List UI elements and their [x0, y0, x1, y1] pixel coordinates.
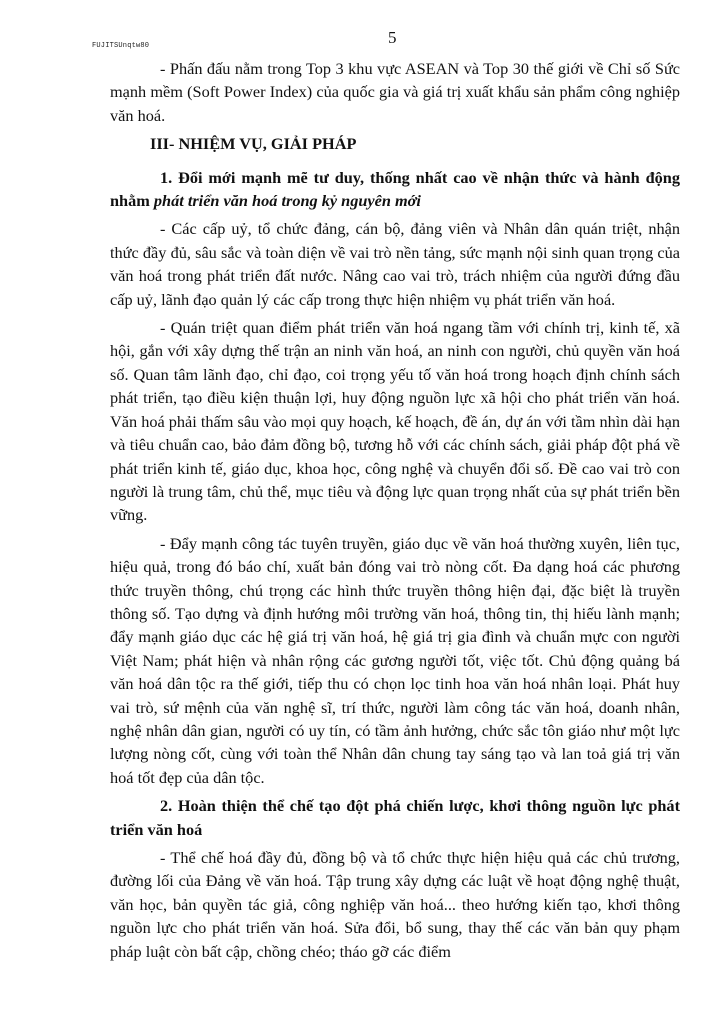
subsection-2-heading: 2. Hoàn thiện thể chế tạo đột phá chiến lược, khơi thông nguồn lực phát triển văn hoá [110, 796, 680, 839]
subsection-1-heading [110, 166, 680, 213]
intro-bullet: - Phấn đấu nằm trong Top 3 khu vực ASEAN và Top 30 thế giới về Chỉ số Sức mạnh mềm (Soft Power Index) của quốc gia và giá trị xuất khẩu sản phẩm công nghiệp văn hoá. [110, 59, 680, 125]
subsection-1-heading-text: 1. Đổi mới mạnh mẽ tư duy, thống nhất cao về nhận thức và hành động nhằm [110, 167, 680, 211]
paragraph: - Các cấp uỷ, tổ chức đảng, cán bộ, đảng viên và Nhân dân quán triệt, nhận thức đầy đủ, sâu sắc và toàn diện về vai trò nền tảng, sức mạnh nội sinh quan trọng của văn hoá trong phát triển đất nước. Nâng cao vai trò, trách nhiệm của người đứng đầu cấp uỷ, lãnh đạo quản lý các cấp trong thực hiện nhiệm vụ phát triển văn hoá. [110, 219, 680, 309]
subsection-1-heading-italic: phát triển văn hoá trong kỷ nguyên mới [153, 191, 421, 211]
document-body [110, 57, 680, 968]
scanner-id: FUJITSUnqtw80 [92, 42, 150, 50]
paragraph: - Đẩy mạnh công tác tuyên truyền, giáo dục về văn hoá thường xuyên, liên tục, hiệu quả, trong đó báo chí, xuất bản đóng vai trò nòng cốt. Đa dạng hoá các phương thức truyền thông, chú trọng các hình thức truyền thông hiện đại, đặc biệt là truyền thông số. Tạo dựng và định hướng môi trường văn hoá, thông tin, thị hiếu lành mạnh; đẩy mạnh giáo dục các hệ giá trị văn hoá, hệ giá trị gia đình và chuẩn mực con người Việt Nam; phát hiện và nhân rộng các gương người tốt, việc tốt. Chủ động quảng bá văn hoá dân tộc ra thế giới, tiếp thu có chọn lọc tinh hoa văn hoá nhân loại. Phát huy vai trò, sứ mệnh của văn nghệ sĩ, trí thức, người làm công tác văn hoá, doanh nhân, nghệ nhân dân gian, người có uy tín, có tầm ảnh hưởng, chức sắc tôn giáo như một lực lượng nòng cốt, cùng với toàn thể Nhân dân chung tay sáng tạo và lan toả giá trị văn hoá tốt đẹp của dân tộc. [110, 533, 680, 787]
page-number: 5 [388, 28, 397, 47]
paragraph: - Quán triệt quan điểm phát triển văn hoá ngang tầm với chính trị, kinh tế, xã hội, gắn với xây dựng thế trận an ninh văn hoá, an ninh con người, chủ quyền văn hoá số. Quan tâm lãnh đạo, chỉ đạo, coi trọng yếu tố văn hoá trong hoạch định chính sách phát triển, tạo điều kiện thuận lợi, huy động nguồn lực xã hội cho phát triển văn hoá. Văn hoá phải thấm sâu vào mọi quy hoạch, kế hoạch, đề án, dự án với tầm nhìn dài hạn và tiêu chuẩn cao, bảo đảm đồng bộ, tương hỗ với các chính sách, giải pháp đột phá về phát triển kinh tế, giáo dục, khoa học, công nghệ và chuyển đổi số. Đề cao vai trò con người là trung tâm, chủ thể, mục tiêu và động lực quan trọng nhất của sự phát triển bền vững. [110, 318, 680, 525]
section-heading: III- NHIỆM VỤ, GIẢI PHÁP [150, 134, 357, 154]
paragraph: - Thể chế hoá đầy đủ, đồng bộ và tổ chức thực hiện hiệu quả các chủ trương, đường lối của Đảng về văn hoá. Tập trung xây dựng các luật về hoạt động nghệ thuật, văn học, bản quyền tác giả, công nghiệp văn hoá... theo hướng kiến tạo, khơi thông nguồn lực cho phát triển văn hoá. Sửa đổi, bổ sung, thay thế các văn bản quy phạm pháp luật còn bất cập, chồng chéo; tháo gỡ các điểm [110, 848, 680, 961]
